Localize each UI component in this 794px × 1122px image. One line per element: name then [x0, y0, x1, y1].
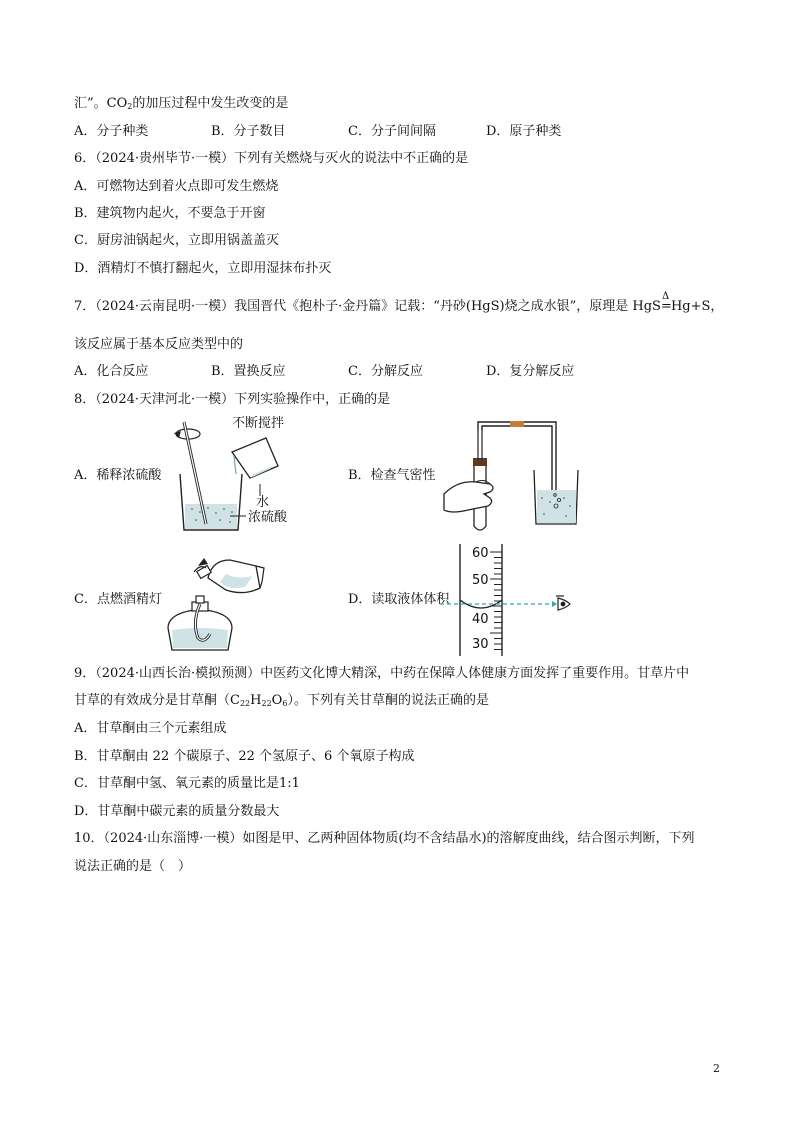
q7-delta-equals	[660, 291, 672, 315]
q9-sub-c: 22	[239, 699, 251, 708]
tick-label-50: 50	[472, 573, 489, 588]
acid-label: 浓硫酸	[248, 510, 288, 525]
q6-stem: 6．（2024·贵州毕节·一模）下列有关燃烧与灭火的说法中不正确的是	[74, 151, 469, 166]
airtightness-figure	[438, 418, 588, 536]
stir-label: 不断搅拌	[232, 416, 285, 431]
tick-label-40: 40	[472, 612, 489, 627]
q7-stem	[74, 291, 724, 315]
tick-label-60: 60	[472, 546, 489, 561]
q10-stem-line1: 10．（2024·山东淄博·一模）如图是甲、乙两种固体物质(均不含结晶水)的溶解度曲线，结合图示判断，下列	[74, 831, 695, 846]
q8-option-a: A．稀释浓硫酸	[74, 468, 162, 483]
q7-equals-symbol: =	[660, 299, 672, 314]
q5-option-b: B．分子数目	[211, 124, 286, 139]
q8-option-b: B．检查气密性	[348, 468, 436, 483]
q6-option-a: A．可燃物达到着火点即可发生燃烧	[74, 179, 279, 194]
q9-option-d: D．甘草酮中碳元素的质量分数最大	[74, 804, 280, 819]
q7-option-b: B．置换反应	[211, 364, 286, 379]
q6-option-d: D．酒精灯不慎打翻起火，立即用湿抹布扑灭	[74, 261, 332, 276]
q9-stem-text-a: 甘草的有效成分是甘草酮（C	[74, 693, 240, 708]
q8-option-d: D．读取液体体积	[348, 592, 450, 607]
q7-option-d: D．复分解反应	[486, 364, 575, 379]
q7-stem-text-b: Hg+S，	[670, 299, 724, 314]
tick-label-30: 30	[472, 637, 489, 652]
q5-stem-text-a: 汇”。CO	[74, 96, 128, 111]
q5-option-a: A．分子种类	[74, 124, 149, 139]
q9-stem-line2	[74, 693, 489, 712]
page-number: 2	[713, 1062, 720, 1075]
q5-option-d: D．原子种类	[486, 124, 562, 139]
q9-option-b: B．甘草酮由 22 个碳原子、22 个氢原子、6 个氧原子构成	[74, 749, 415, 764]
q9-stem-line1: 9．（2024·山西长治·模拟预测）中医药文化博大精深，中药在保障人体健康方面发挥了重要作用。甘草片中	[74, 666, 690, 681]
graduated-cylinder-figure	[440, 542, 590, 658]
q8-option-c: C．点燃酒精灯	[74, 592, 162, 607]
q7-option-a: A．化合反应	[74, 364, 149, 379]
q5-stem	[74, 96, 288, 115]
q7-delta-symbol: Δ	[661, 291, 670, 302]
alcohol-lamp-figure	[160, 552, 272, 652]
q5-option-c: C．分子间间隔	[348, 124, 436, 139]
dilution-figure	[162, 412, 312, 534]
q8-stem: 8．（2024·天津河北·一模）下列实验操作中，正确的是	[74, 392, 391, 407]
q9-option-a: A．甘草酮由三个元素组成	[74, 721, 227, 736]
q6-option-c: C．厨房油锅起火，立即用锅盖盖灭	[74, 233, 279, 248]
q9-sub-o: 6	[282, 699, 288, 708]
q7-option-c: C．分解反应	[348, 364, 423, 379]
q7-stem-text-a: 7．（2024·云南昆明·一模）我国晋代《抱朴子·金丹篇》记载：“丹砂(HgS)烧之成水银”，原理是 HgS	[74, 299, 661, 314]
q5-stem-subscript: 2	[127, 102, 133, 111]
q9-h-symbol: H	[250, 693, 262, 708]
q10-stem-line2: 说法正确的是（ ）	[74, 859, 192, 874]
water-label: 水	[256, 495, 270, 510]
q9-sub-h: 22	[261, 699, 272, 708]
q9-stem-text-b: ）。下列有关甘草酮的说法正确的是	[287, 693, 489, 708]
q9-option-c: C．甘草酮中氢、氧元素的质量比是1:1	[74, 776, 300, 791]
q5-stem-text-b: 的加压过程中发生改变的是	[132, 96, 289, 111]
q6-option-b: B．建筑物内起火，不要急于开窗	[74, 206, 266, 221]
q9-o-symbol: O	[271, 693, 283, 708]
q7-stem-line2: 该反应属于基本反应类型中的	[74, 337, 244, 352]
